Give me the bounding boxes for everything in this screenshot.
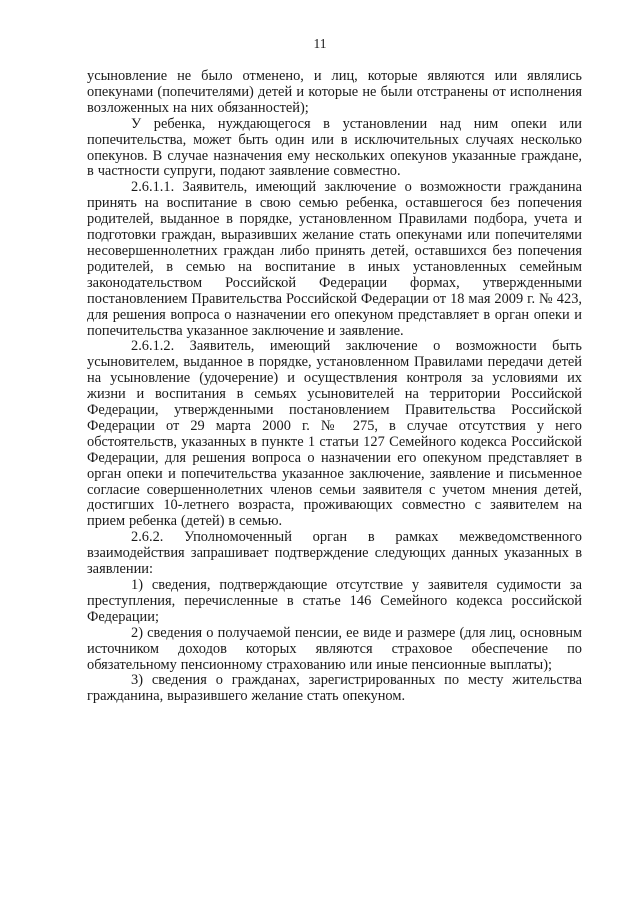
page-number: 11 [313, 36, 327, 51]
paragraph-2-6-2: 2.6.2. Уполномоченный орган в рамках межведомственного взаимодействия запрашивает подтверждение следующих данных указанных в заявлении: [87, 529, 582, 578]
list-item-criminal-record: 1) сведения, подтверждающие отсутствие у заявителя судимости за преступления, перечисленные в статье 146 Семейного кодекса российской Федерации; [87, 577, 582, 625]
paragraph-2-6-1-1: 2.6.1.1. Заявитель, имеющий заключение о возможности гражданина принять на воспитание в свою семью ребенка, оставшегося без попечения родителей, выданное в порядке, установленном Правилами подбора, учета и подготовки граждан, выразивших желание стать опекунами или попечителями несовершеннолетних граждан либо принять детей, оставшихся без попечения родителей, в семью на воспитание в иных установленных семейным законодательством Российской Федерации формах, утвержденными постановлением Правительства Российской Федерации от 18 мая 2009 г. № 423, для решения вопроса о назначении его опекуном представляет в орган опеки и попечительства указанное заключение и заявление. [87, 179, 582, 339]
paragraph-several-guardians: У ребенка, нуждающегося в установлении над ним опеки или попечительства, может быть один или в исключительных случаях несколько опекунов. В случае назначения ему нескольких опекунов указанные граждане, в частности супруги, подают заявление совместно. [87, 115, 582, 180]
list-item-pension: 2) сведения о получаемой пенсии, ее виде и размере (для лиц, основным источником доходов которых являются страховое обеспечение по обязательному пенсионному страхованию или иные пенсионные выплаты); [87, 624, 582, 673]
paragraph-opekun-restrictions-end: усыновление не было отменено, и лиц, которые являются или являлись опекунами (попечителями) детей и которые не были отстранены от исполнения возложенных на них обязанностей); [87, 68, 582, 116]
paragraph-2-6-1-2: 2.6.1.2. Заявитель, имеющий заключение о возможности быть усыновителем, выданное в порядке, установленном Правилами передачи детей на усыновление (удочерение) и осуществления контроля за условиями их жизни и воспитания в семьях усыновителей на территории Российской Федерации, утвержденными постановлением Правительства Российской Федерации от 29 марта 2000 г. № 275, в случае отсутствия у него обстоятельств, указанных в пункте 1 статьи 127 Семейного кодекса Российской Федерации, для решения вопроса о назначении его опекуном представляет в орган опеки и попечительства указанное заключение, заявление и письменное согласие совершеннолетних членов семьи заявителя с учетом мнения детей, достигших 10-летнего возраста, проживающих совместно с заявителем на прием ребенка (детей) в семью. [87, 338, 582, 530]
list-item-registered-citizens: 3) сведения о гражданах, зарегистрированных по месту жительства гражданина, выразившего желание стать опекуном. [87, 672, 582, 705]
document-body [87, 69, 582, 705]
